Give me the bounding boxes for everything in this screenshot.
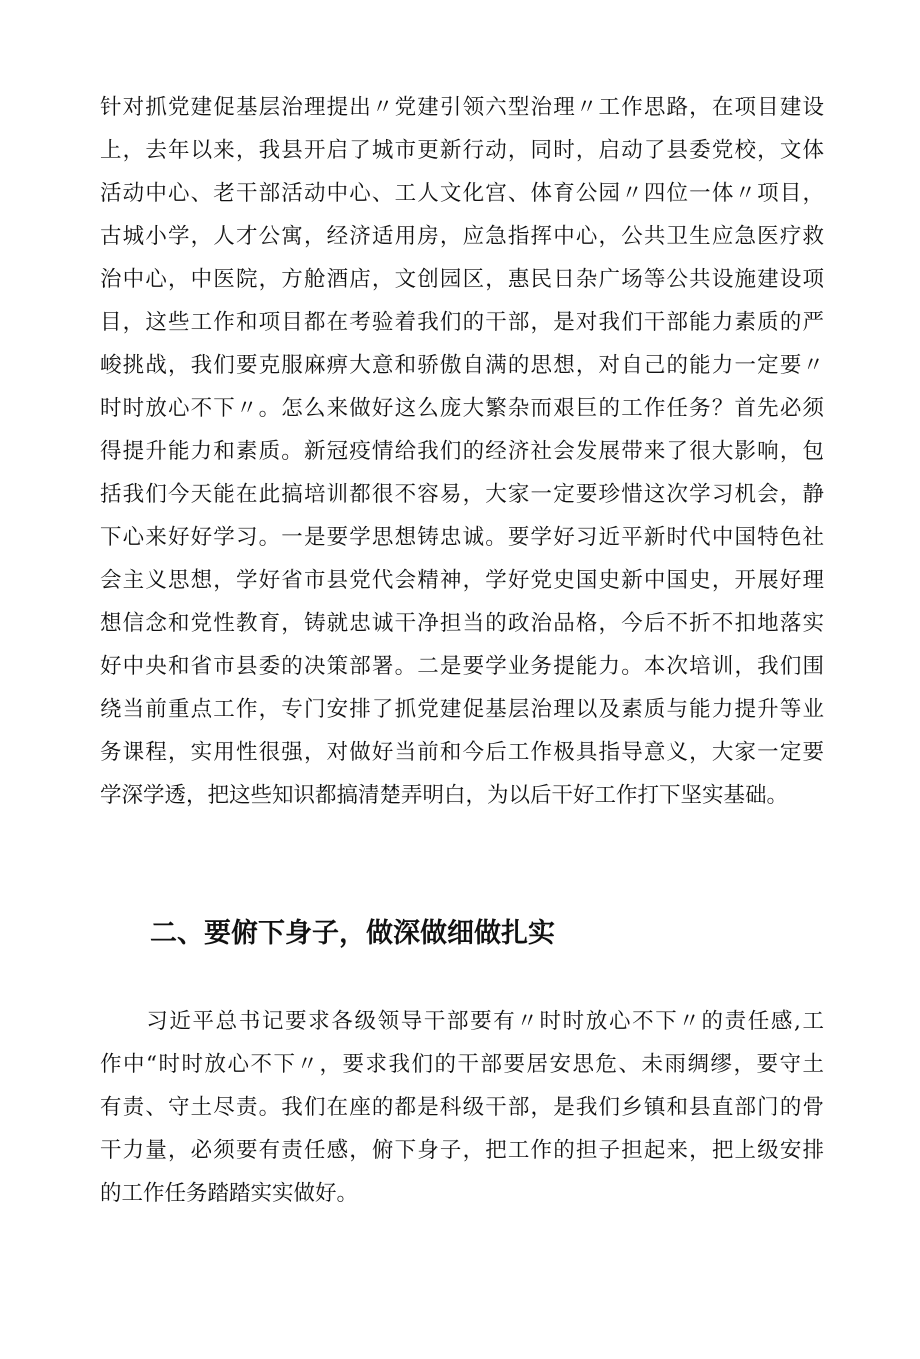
paragraph-1-line: 下心来好好学习。一是要学思想铸忠诚。要学好习近平新时代中国特色社 [100, 525, 824, 550]
paragraph-2 [100, 1000, 824, 1215]
paragraph-1-line: 括我们今天能在此搞培训都很不容易，大家一定要珍惜这次学习机会，静 [100, 482, 824, 507]
paragraph-2-line: 有责、守土尽责。我们在座的都是科级干部，是我们乡镇和县直部门的骨 [100, 1095, 824, 1120]
paragraph-1-line: 学深学透，把这些知识都搞清楚弄明白，为以后干好工作打下坚实基础。 [100, 783, 789, 808]
paragraph-1-line: 针对抓党建促基层治理提出〃党建引领六型治理〃工作思路，在项目建设 [100, 95, 824, 120]
paragraph-1-line: 务课程，实用性很强，对做好当前和今后工作极具指导意义，大家一定要 [100, 740, 824, 765]
section-heading: 二、要俯下身子，做深做细做扎实 [150, 918, 555, 949]
paragraph-2-line: 作中“时时放心不下〃，要求我们的干部要居安思危、未雨绸缪，要守土 [100, 1052, 824, 1077]
paragraph-1 [100, 86, 824, 817]
paragraph-1-line: 好中央和省市县委的决策部署。二是要学业务提能力。本次培训，我们围 [100, 654, 824, 679]
paragraph-1-line: 想信念和党性教育，铸就忠诚干净担当的政治品格，今后不折不扣地落实 [100, 611, 824, 636]
paragraph-1-line: 时时放心不下〃。怎么来做好这么庞大繁杂而艰巨的工作任务？首先必须 [100, 396, 824, 421]
paragraph-2-line: 的工作任务踏踏实实做好。 [100, 1181, 359, 1206]
paragraph-2-line: 干力量，必须要有责任感，俯下身子，把工作的担子担起来，把上级安排 [100, 1138, 824, 1163]
paragraph-1-line: 古城小学，人才公寓，经济适用房，应急指挥中心，公共卫生应急医疗救 [100, 224, 824, 249]
paragraph-2-line: 习近平总书记要求各级领导干部要有〃时时放心不下〃的责任感,工 [100, 1009, 824, 1034]
paragraph-1-line: 治中心，中医院，方舱酒店，文创园区，惠民日杂广场等公共设施建设项 [100, 267, 824, 292]
paragraph-1-line: 目，这些工作和项目都在考验着我们的干部，是对我们干部能力素质的严 [100, 310, 824, 335]
paragraph-1-line: 活动中心、老干部活动中心、工人文化宫、体育公园〃四位一体〃项目， [100, 181, 824, 206]
paragraph-1-line: 会主义思想，学好省市县党代会精神，学好党史国史新中国史，开展好理 [100, 568, 824, 593]
paragraph-1-line: 得提升能力和素质。新冠疫情给我们的经济社会发展带来了很大影响，包 [100, 439, 824, 464]
paragraph-1-line: 峻挑战，我们要克服麻痹大意和骄傲自满的思想，对自己的能力一定要〃 [100, 353, 824, 378]
paragraph-1-line: 上，去年以来，我县开启了城市更新行动，同时，启动了县委党校，文体 [100, 138, 824, 163]
paragraph-1-line: 绕当前重点工作，专门安排了抓党建促基层治理以及素质与能力提升等业 [100, 697, 824, 722]
document-page [100, 86, 824, 1206]
